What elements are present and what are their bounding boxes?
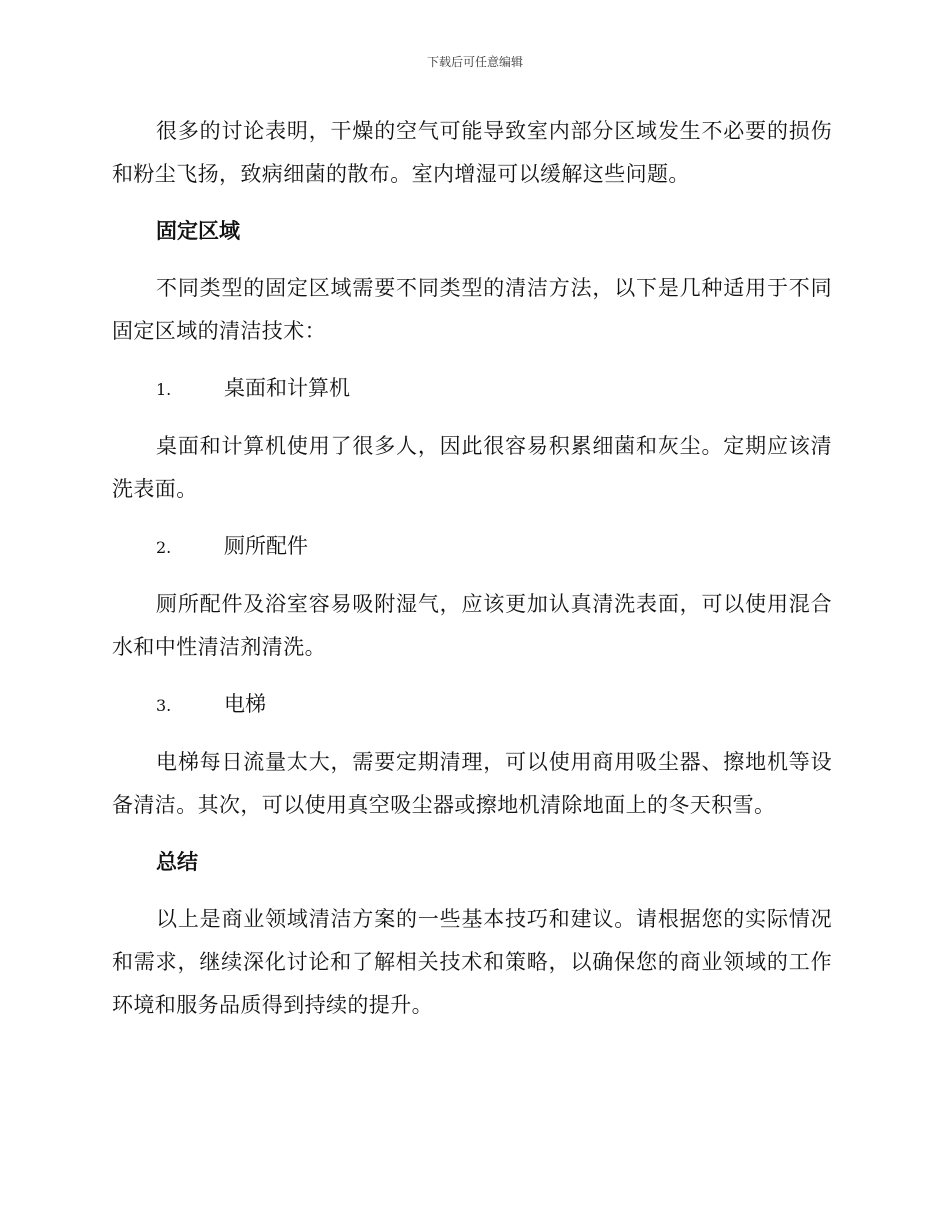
document-body — [112, 110, 832, 1027]
list-number: 1. — [156, 380, 172, 399]
intro-paragraph: 很多的讨论表明，干燥的空气可能导致室内部分区域发生不必要的损伤和粉尘飞扬，致病细菌的散布。室内增湿可以缓解这些问题。 — [112, 119, 832, 186]
section-paragraph-fixed-areas: 不同类型的固定区域需要不同类型的清洁方法，以下是几种适用于不同固定区域的清洁技术： — [112, 276, 832, 343]
list-title: 电梯 — [224, 692, 266, 716]
page-header: 下载后可任意编辑 — [426, 55, 523, 69]
section-paragraph-summary: 以上是商业领域清洁方案的一些基本技巧和建议。请根据您的实际情况和需求，继续深化讨论和了解相关技术和策略，以确保您的商业领域的工作环境和服务品质得到持续的提升。 — [112, 907, 832, 1017]
list-title: 厕所配件 — [224, 534, 308, 558]
list-item-paragraph: 电梯每日流量太大，需要定期清理，可以使用商用吸尘器、擦地机等设备清洁。其次，可以使用真空吸尘器或擦地机清除地面上的冬天积雪。 — [112, 750, 832, 817]
list-item-paragraph: 桌面和计算机使用了很多人，因此很容易积累细菌和灰尘。定期应该清洗表面。 — [112, 434, 832, 501]
list-item-title — [112, 683, 832, 727]
list-item-title — [112, 367, 832, 411]
list-title: 桌面和计算机 — [224, 376, 350, 400]
section-heading-summary: 总结 — [156, 850, 198, 874]
list-item-paragraph: 厕所配件及浴室容易吸附湿气，应该更加认真清洗表面，可以使用混合水和中性清洁剂清洗。 — [112, 592, 832, 659]
list-number: 2. — [156, 538, 172, 557]
list-item-title — [112, 525, 832, 569]
section-heading-fixed-areas: 固定区域 — [156, 219, 240, 243]
list-number: 3. — [156, 696, 172, 715]
